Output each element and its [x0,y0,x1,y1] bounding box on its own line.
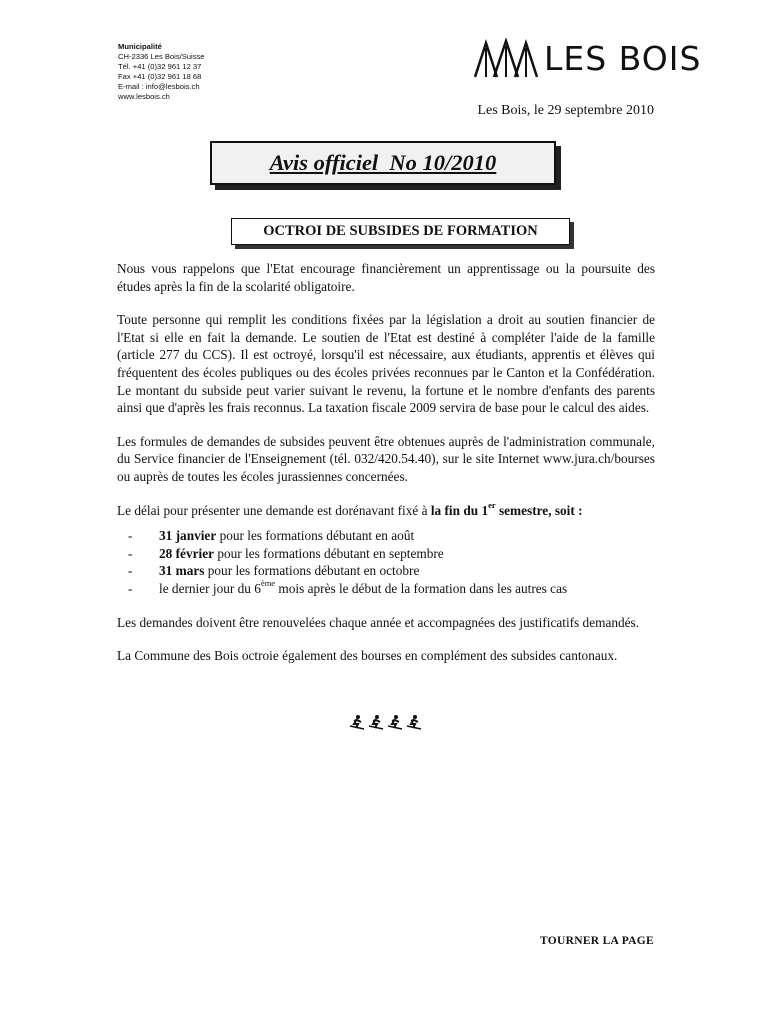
paragraph-forms: Les formules de demandes de subsides peuvent être obtenues auprès de l'administration communale, du Service financier de l'Enseignement (tél. 032/420.54.40), sur le site Internet www.jura.ch/bourses ou auprès de toutes les écoles jurassiennes concernées. [117,433,655,484]
skier-icon [349,714,365,730]
turn-page-note: TOURNER LA PAGE [540,935,654,947]
list-item: - 31 janvier pour les formations débutant en août [117,527,655,545]
deadline-list [117,527,655,597]
paragraph-conditions: Toute personne qui remplit les conditions fixées par la législation a droit au soutien financier de l'Etat si elle en fait la demande. Le soutien de l'Etat est destiné à compléter l'aide de la famille (article 277 du CCS). Il est octroyé, lorsqu'il est nécessaire, aux étudiants, apprentis et élèves qui fréquentent des écoles publiques ou des écoles privées reconnues par le Canton et la Confédération. Le montant du subside peut varier suivant le revenu, la fortune et le nombre d'enfants des parents ainsi que d'après les frais reconnus. La taxation fiscale 2009 servira de base pour le calcul des aides. [117,312,655,416]
paragraph-deadline [117,502,655,520]
skier-icon [406,714,422,730]
section-heading: OCTROI DE SUBSIDES DE FORMATION [231,218,570,245]
title-box [210,141,556,185]
paragraph-commune: La Commune des Bois octroie également des bourses en complément des subsides cantonaux. [117,648,618,664]
list-item: - 31 mars pour les formations débutant en octobre [117,562,655,580]
list-item: - le dernier jour du 6ème mois après le début de la formation dans les autres cas [117,580,655,598]
letterhead-org: Municipalité [118,42,162,51]
letterhead-tel: Tél. +41 (0)32 961 12 37 [118,62,202,71]
skier-ornament [349,714,422,730]
deadline-bold-a: la fin du 1 [430,502,489,518]
notice-title: Avis officiel No 10/2010 [269,150,497,175]
paragraph-renewal: Les demandes doivent être renouvelées chaque année et accompagnées des justificatifs demandés. [117,614,640,630]
skier-icon [368,714,384,730]
date-line: Les Bois, le 29 septembre 2010 [477,103,654,118]
skier-icon [387,714,403,730]
logo-text: LES BOIS [544,38,702,78]
deadline-sup: er [488,500,496,511]
letterhead-email: E-mail : info@lesbois.ch [118,82,200,91]
letterhead [118,42,205,102]
list-item: - 28 février pour les formations débutant en septembre [117,545,655,563]
notice-body [117,260,655,681]
paragraph-intro: Nous vous rappelons que l'Etat encourage financièrement un apprentissage ou la poursuite des études après la fin de la scolarité obligatoire. [117,261,655,294]
letterhead-address: CH-2336 Les Bois/Suisse [118,52,205,61]
letterhead-web: www.lesbois.ch [118,92,170,101]
logo [474,38,701,78]
deadline-bold-b: semestre, soit : [495,502,583,518]
deadline-intro: Le délai pour présenter une demande est dorénavant fixé à [117,502,431,518]
three-trees-icon [474,38,538,78]
letterhead-fax: Fax +41 (0)32 961 18 68 [118,72,202,81]
